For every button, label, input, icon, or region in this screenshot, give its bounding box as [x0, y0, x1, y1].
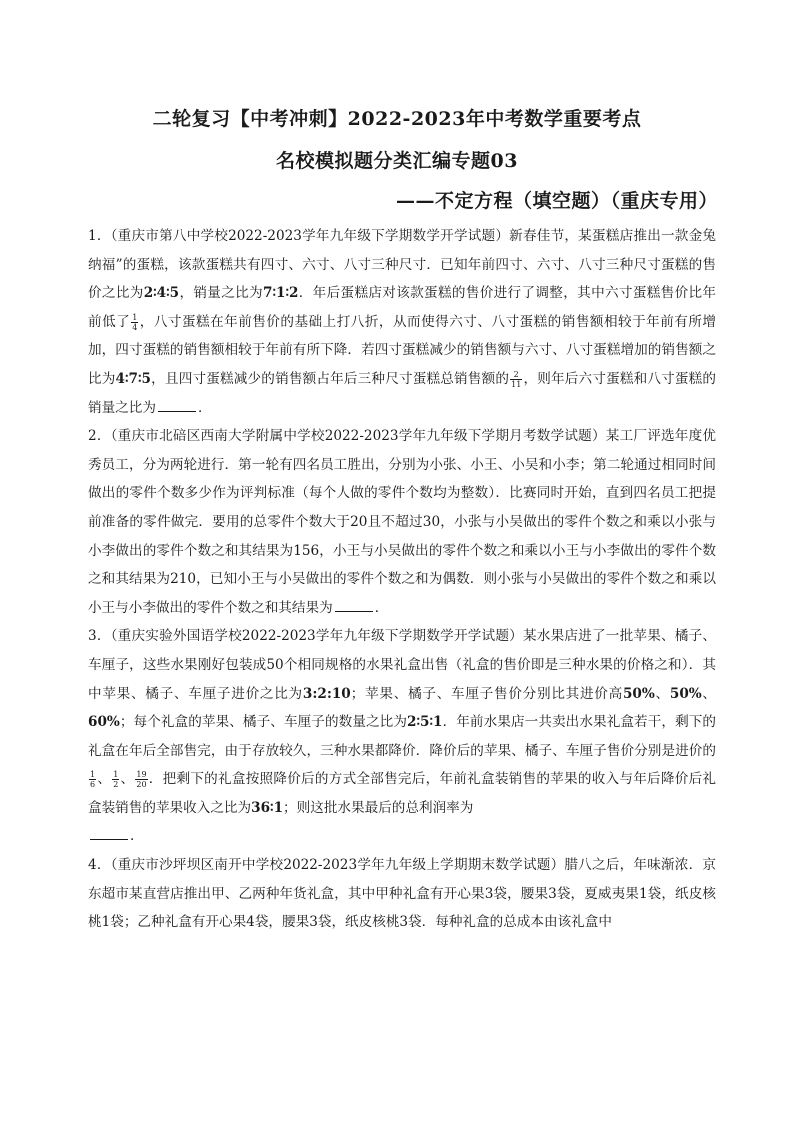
- fraction: [112, 770, 119, 789]
- fraction: [131, 313, 138, 332]
- ratio: 7∶1∶2: [262, 285, 299, 302]
- problem-text: ，八寸蛋糕在年前售价的基础上打八折，从而使得六寸、八寸蛋糕的销售额相较于年前有所增加，四寸蛋糕的销售额相较于年前有所下降．若四寸蛋糕减少的销售额与六寸、八寸蛋糕增加的销售额之比为: [88, 313, 717, 387]
- problem-text: ．: [130, 828, 144, 845]
- problem-source: （重庆实验外国语学校2022-2023学年九年级下学期数学开学试题）: [110, 628, 523, 645]
- fraction-numerator: 19: [136, 770, 147, 780]
- problem-3: [88, 622, 716, 851]
- answer-blank[interactable]: [335, 597, 373, 612]
- problem-source: （重庆市第八中学校2022-2023学年九年级下学期数学开学试题）: [110, 228, 510, 244]
- problem-text: 某工厂评选年度优秀员工，分为两轮进行．第一轮有四名员工胜出，分别为小张、小王、小吴和小李；第二轮通过相同时间做出的零件个数多少作为评判标准（每个人做的零件个数均为整数）．比赛同时开始，直到四名员工把提前准备的零件做完．要用的总零件个数大于20且不超过30，小张与小吴做出的零件个数之和乘以小张与小李做出的零件个数之和其结果为156，小王与小吴做出的零件个数之和乘以小王与小李做出的零件个数之和其结果为210，已知小王与小吴做出的零件个数之和为偶数．则小张与小吴做出的零件个数之和乘以小王与小李做出的零件个数之和其结果为: [88, 428, 717, 616]
- problem-source: （重庆市沙坪坝区南开中学校2022-2023学年九年级上学期期末数学试题）: [110, 857, 565, 874]
- answer-blank[interactable]: [90, 825, 128, 840]
- problem-text: ，则年后六寸蛋糕和八寸蛋糕的销量之比为: [88, 370, 717, 416]
- fraction: [135, 770, 147, 789]
- problem-text: 、: [701, 685, 717, 702]
- problem-number: 4．: [88, 857, 111, 874]
- fraction-denominator: 2: [113, 780, 119, 790]
- fraction-numerator: 1: [90, 770, 96, 780]
- problem-4: [88, 851, 716, 937]
- subtitle: ——不定方程（填空题）（重庆专用）: [395, 190, 718, 212]
- problem-text: ．把剩下的礼盒按照降价后的方式全部售完后，年前礼盒装销售的苹果的收入与年后降价后礼盒装销售的苹果收入之比为: [88, 771, 717, 816]
- fraction: [510, 370, 522, 389]
- percentage: 50%: [669, 685, 702, 702]
- ratio: 4∶7∶5: [115, 370, 151, 387]
- fraction-numerator: 2: [510, 370, 522, 380]
- problem-text: 某水果店进了一批苹果、橘子、车厘子，这些水果刚好包装成50个相同规格的水果礼盒出售（礼盒的售价即是三种水果的价格之和）．其中苹果、橘子、车厘子进价之比为: [88, 628, 717, 702]
- ratio: 2∶5∶1: [407, 714, 443, 731]
- problem-text: ．年后蛋糕店对该款蛋糕的售价进行了调整，其中六寸蛋糕售价比年前低了: [88, 285, 717, 330]
- fraction: [89, 770, 96, 789]
- ratio: 3:2:10: [302, 685, 351, 702]
- problem-number: 1．: [88, 228, 111, 244]
- problem-text: ；则这批水果最后的总利润率为: [283, 799, 474, 816]
- problem-text: 、: [654, 685, 670, 702]
- ratio: 2∶4∶5: [143, 285, 180, 302]
- problem-text: ，销量之比为: [179, 285, 263, 302]
- answer-blank[interactable]: [158, 397, 196, 412]
- problem-text: ，且四寸蛋糕减少的销售额占年后三种尺寸蛋糕总销售额的: [151, 370, 510, 387]
- title-line-2: 名校模拟题分类汇编专题03: [276, 150, 518, 172]
- problem-list: [88, 222, 716, 937]
- problem-number: 3．: [88, 628, 111, 645]
- problem-text: ．: [197, 399, 212, 416]
- problem-text: 腊八之后，年味渐浓．京东超市某直营店推出甲、乙两种年货礼盒，其中甲种礼盒有开心果3袋，腰果3袋，夏威夷果1袋，纸皮核桃1袋；乙种礼盒有开心果4袋，腰果3袋，纸皮核桃3袋．每种礼盒的总成本由该礼盒中: [88, 857, 717, 931]
- problem-source: （重庆市北碚区西南大学附属中学校2022-2023学年九年级下学期月考数学试题）: [110, 428, 606, 445]
- percentage: 50%: [622, 685, 655, 702]
- problem-text: ．: [374, 599, 389, 616]
- fraction-denominator: 4: [132, 322, 138, 332]
- problem-text: 新春佳节，某蛋糕店推出一款金兔纳福”的蛋糕，该款蛋糕共有四寸、六寸、八寸三种尺寸．已知年前四寸、六寸、八寸三种尺寸蛋糕的售价之比为: [88, 228, 717, 302]
- problem-2: [88, 422, 716, 622]
- problem-text: ；苹果、橘子、车厘子售价分别比其进价高: [350, 685, 623, 702]
- problem-text: ；每个礼盒的苹果、橘子、车厘子的数量之比为: [119, 714, 408, 731]
- fraction-numerator: 1: [132, 312, 138, 322]
- fraction-denominator: 6: [90, 780, 96, 790]
- ratio: 36∶1: [251, 799, 284, 816]
- separator: 、: [120, 771, 135, 788]
- percentage: 60%: [88, 714, 120, 731]
- separator: 、: [97, 771, 112, 788]
- problem-number: 2．: [88, 428, 111, 445]
- problem-1: [88, 222, 716, 422]
- title-line-1: 二轮复习【中考冲刺】2022-2023年中考数学重要考点: [152, 108, 642, 130]
- fraction-denominator: 20: [136, 780, 147, 790]
- fraction-numerator: 1: [113, 770, 119, 780]
- fraction-denominator: 11: [511, 379, 522, 389]
- problem-text: ．年前水果店一共卖出水果礼盒若干，剩下的礼盒在年后全部售完，由于存放较久，三种水果都降价．降价后的苹果、橘子、车厘子售价分别是进价的: [88, 714, 717, 759]
